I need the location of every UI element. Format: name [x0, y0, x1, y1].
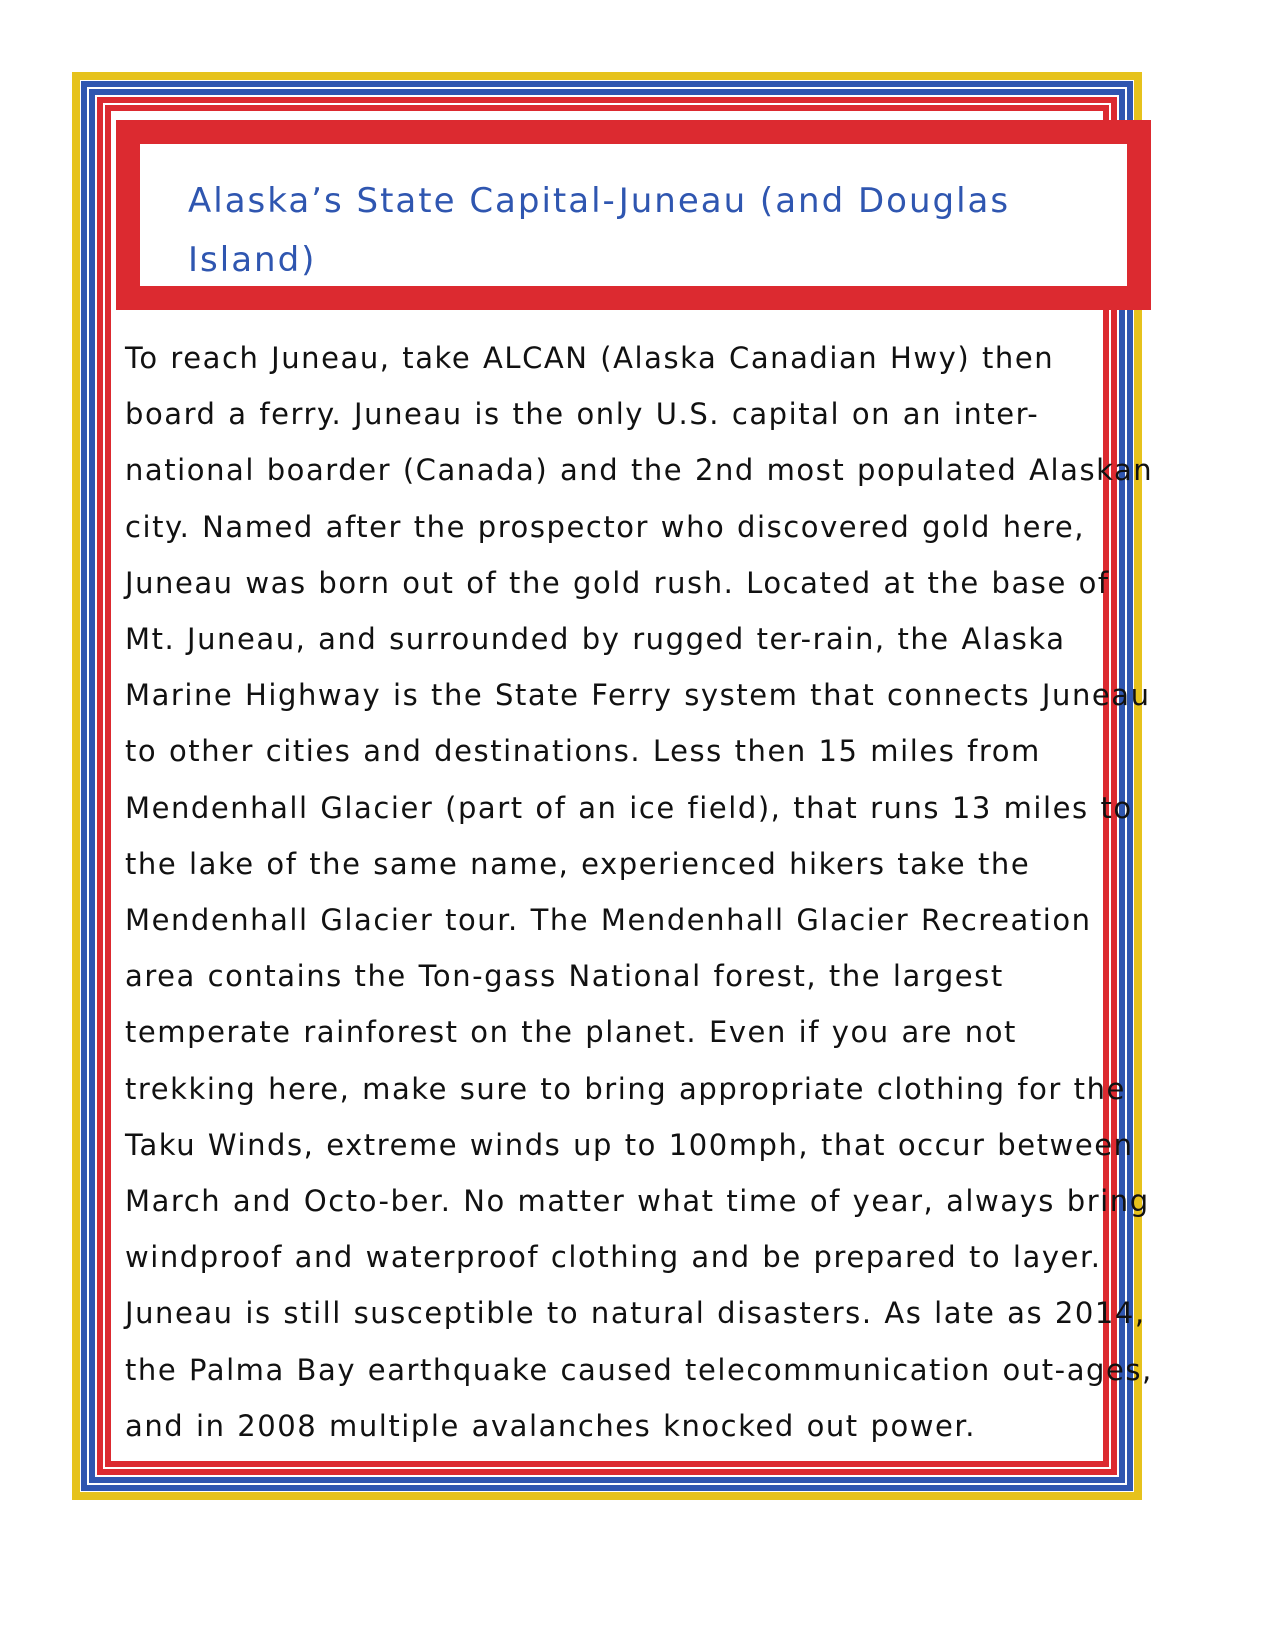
body-paragraph: To reach Juneau, take ALCAN (Alaska Canadian Hwy) then board a ferry. Juneau is the only U.S. capital on an inter-national boarder (Canada) and the 2nd most populated Alaskan city. Named after the prospector who discovered gold here, Juneau was born out of the gold rush. Located at the base of Mt. Juneau, and surrounded by rugged ter-rain, the Alaska Marine Highway is the State Ferry system that connects Juneau to other cities and destinations. Less then 15 miles from Mendenhall Glacier (part of an ice field), that runs 13 miles to the lake of the same name, experienced hikers take the Mendenhall Glacier tour. The Mendenhall Glacier Recreation area contains the Ton-gass National forest, the largest temperate rainforest on the planet. Even if you are not trekking here, make sure to bring appropriate clothing for the Taku Winds, extreme winds up to 100mph, that occur between March and Octo-ber. No matter what time of year, always bring windproof and waterproof clothing and be prepared to layer. Juneau is still susceptible to natural disasters. As late as 2014, the Palma Bay earthquake caused telecommunication out-ages, and in 2008 multiple avalanches knocked out power. — [125, 341, 1154, 1443]
page-title: Alaska’s State Capital-Juneau (and Douglas Island) — [188, 181, 1011, 280]
title-box — [116, 120, 1151, 310]
